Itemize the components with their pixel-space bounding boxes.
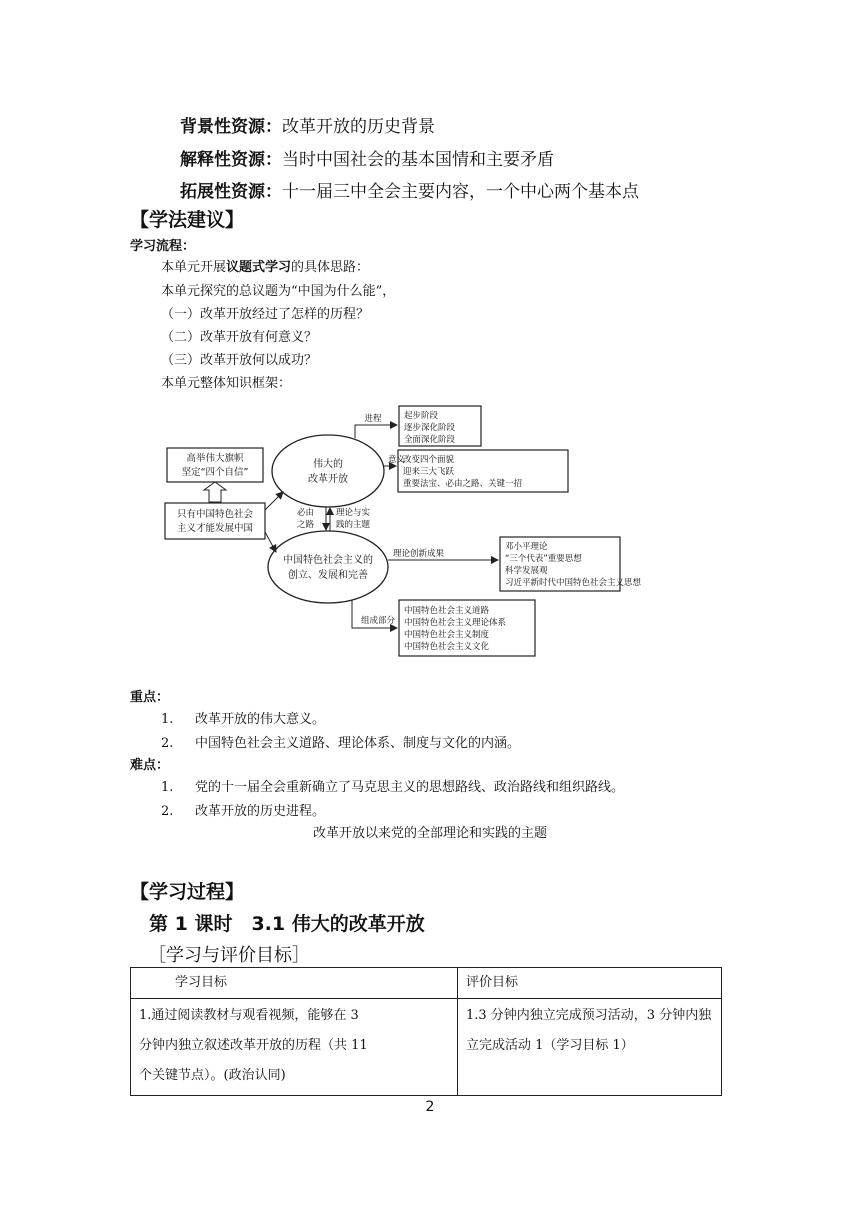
study-method-heading: 【学法建议】 [130, 209, 245, 231]
ellipse-reform-line1: 伟大的 [313, 459, 343, 470]
box-theory-line1: 邓小平理论 [505, 542, 548, 552]
arrow-progress [355, 425, 397, 438]
framework-label: 本单元整体知识框架： [161, 376, 292, 391]
sub-topic-2: （二）改革开放有何意义？ [161, 330, 318, 345]
study-intro-bold: 议题式学习 [226, 260, 292, 275]
resource-text: 改革开放的历史背景 [282, 117, 435, 137]
learning-goal-cell: 1.通过阅读教材与观看视频，能够在 3 分钟内独立叙述改革开放的历程（共 11 个关键节点）。(政治认同) [131, 999, 458, 1096]
ellipse-socialism-line1: 中国特色社会主义的 [283, 555, 373, 566]
label-parts: 组成部分 [361, 616, 396, 626]
ellipse-reform-line2: 改革开放 [308, 474, 348, 485]
box-theory-line2: “三个代表”重要思想 [505, 554, 582, 564]
box-parts-line3: 中国特色社会主义制度 [404, 630, 490, 640]
col2-header: 评价目标 [458, 968, 722, 999]
ellipse-socialism [268, 531, 388, 603]
box-meaning-line1: 改变四个面貌 [403, 455, 455, 465]
box-meaning-line2: 迎来三大飞跃 [403, 467, 455, 477]
box-uphold-banner-line2: 坚定“四个自信” [181, 467, 249, 478]
box-theory-line4: 习近平新时代中国特色社会主义思想 [505, 578, 642, 588]
hollow-up-arrow [204, 482, 226, 502]
sub-topic-3: （三）改革开放何以成功？ [161, 353, 318, 368]
study-intro: 本单元开展议题式学习的具体思路： [161, 260, 370, 275]
resource-label: 背景性资源： [180, 117, 282, 137]
key-point-2: 2. 中国特色社会主义道路、理论体系、制度与文化的内涵。 [161, 736, 521, 751]
sub-topic-1: （一）改革开放经过了怎样的历程？ [161, 307, 370, 322]
box-parts-line2: 中国特色社会主义理论体系 [404, 618, 507, 628]
resource-label: 拓展性资源： [180, 182, 282, 202]
box-parts-line1: 中国特色社会主义道路 [404, 606, 490, 616]
key-point-1: 1. 改革开放的伟大意义。 [161, 712, 326, 727]
label-theory: 理论创新成果 [393, 549, 445, 559]
box-progress-line2: 逐步深化阶段 [404, 423, 456, 433]
box-theory-line3: 科学发展观 [505, 566, 548, 576]
box-progress-line1: 起步阶段 [404, 411, 439, 421]
label-theory-practice-1: 理论与实 [336, 508, 371, 518]
eval-heading: ［学习与评价目标］ [148, 945, 310, 966]
label-theory-practice-2: 践的主题 [336, 520, 371, 530]
page-number: 2 [425, 1099, 435, 1115]
label-must-road-1: 必由 [296, 508, 314, 518]
label-meaning: 意义 [388, 455, 406, 465]
key-points-label: 重点： [130, 690, 170, 705]
general-topic: 本单元探究的总议题为“中国为什么能”， [161, 284, 396, 299]
arrow-to-reform [265, 492, 283, 510]
theme-line: 改革开放以来党的全部理论和实践的主题 [312, 826, 547, 841]
arrow-to-socialism [265, 532, 276, 552]
box-only-socialism-line1: 只有中国特色社会 [176, 509, 254, 520]
evaluation-table [130, 967, 722, 1096]
col1-header: 学习目标 [131, 968, 458, 999]
box-parts-line4: 中国特色社会主义文化 [404, 642, 490, 652]
box-meaning-line3: 重要法宝、必由之路、关键一招 [403, 479, 523, 489]
resource-label: 解释性资源： [180, 150, 282, 170]
study-flow-label: 学习流程： [130, 239, 196, 254]
difficult-point-1: 1. 党的十一届全会重新确立了马克思主义的思想路线、政治路线和组织路线。 [161, 780, 625, 795]
ellipse-reform [272, 435, 384, 507]
difficult-point-2: 2. 改革开放的历史进程。 [161, 804, 326, 819]
evaluation-goal-cell: 1.3 分钟内独立完成预习活动，3 分钟内独 立完成活动 1（学习目标 1） [458, 999, 722, 1096]
table-row [131, 999, 722, 1096]
box-only-socialism-line2: 主义才能发展中国 [176, 523, 254, 534]
box-uphold-banner-line1: 高举伟大旗帜 [186, 453, 244, 464]
label-must-road-2: 之路 [296, 520, 314, 530]
resource-text: 十一届三中全会主要内容，一个中心两个基本点 [282, 182, 639, 202]
ellipse-socialism-line2: 创立、发展和完善 [288, 570, 368, 581]
difficult-points-label: 难点： [130, 758, 170, 773]
resource-text: 当时中国社会的基本国情和主要矛盾 [282, 150, 554, 170]
table-row [131, 968, 722, 999]
box-progress-line3: 全面深化阶段 [404, 435, 456, 445]
lesson-title: 第 1 课时 3.1 伟大的改革开放 [149, 913, 425, 935]
learning-process-heading: 【学习过程】 [130, 881, 245, 903]
label-progress: 进程 [364, 414, 382, 424]
